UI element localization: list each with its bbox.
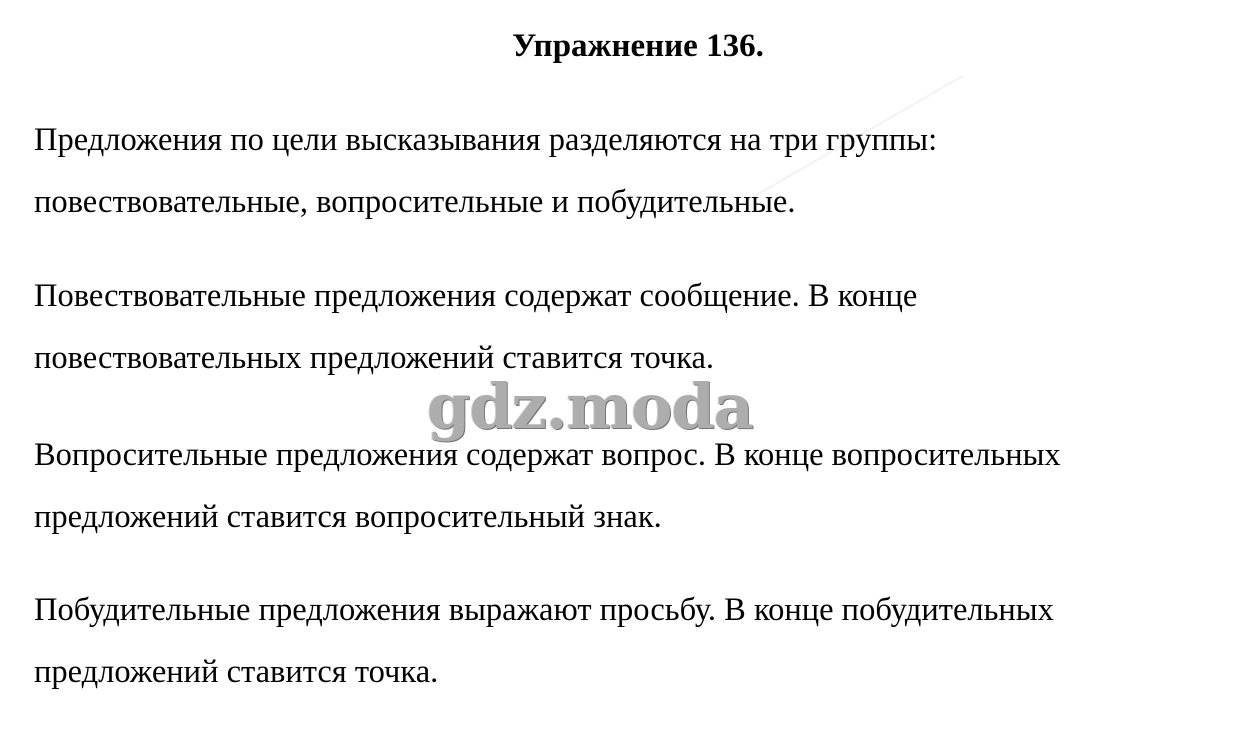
- exercise-title: Упражнение 136.: [512, 28, 764, 64]
- paragraph-3-line-1: Вопросительные предложения содержат вопрос. В конце вопросительных: [34, 437, 1061, 473]
- paragraph-3-line-2: предложений ставится вопросительный знак.: [34, 499, 662, 535]
- paragraph-2-line-1: Повествовательные предложения содержат сообщение. В конце: [34, 278, 918, 314]
- paragraph-1-line-1: Предложения по цели высказывания разделяются на три группы:: [34, 122, 938, 158]
- paragraph-2-line-2: повествовательных предложений ставится точка.: [34, 340, 715, 376]
- paragraph-4-line-2: предложений ставится точка.: [34, 654, 439, 690]
- paragraph-4-line-1: Побудительные предложения выражают просьбу. В конце побудительных: [34, 592, 1054, 628]
- watermark-logo: gdz.moda: [427, 370, 753, 443]
- paragraph-1-line-2: повествовательные, вопросительные и побудительные.: [34, 184, 796, 220]
